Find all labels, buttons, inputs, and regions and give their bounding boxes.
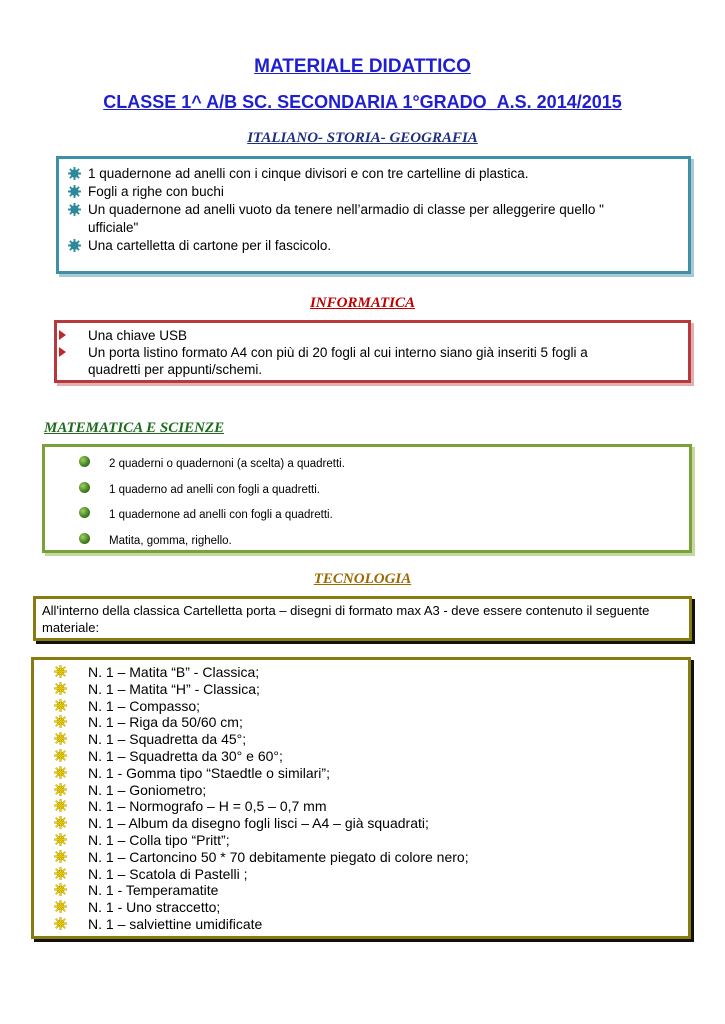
list-item — [45, 452, 689, 478]
list-item — [45, 478, 689, 504]
list-item-text: N. 1 – Matita “B” - Classica; — [88, 664, 260, 680]
list-item-text: N. 1 – Riga da 50/60 cm; — [88, 714, 243, 731]
sun-bullet-icon — [54, 699, 67, 712]
matematica-heading: MATEMATICA E SCIENZE — [44, 420, 225, 436]
gear-bullet-icon — [68, 239, 81, 252]
list-item-text: N. 1 – Matita “H” - Classica; — [88, 680, 260, 697]
sun-bullet-icon — [54, 816, 67, 829]
list-item-text: quadretti per appunti/schemi. — [88, 362, 263, 377]
tecnologia-list-box — [31, 657, 691, 939]
list-item-text: 1 quadernone ad anelli con fogli a quadretti. — [109, 509, 333, 521]
list-item — [34, 731, 688, 748]
list-item — [59, 201, 688, 237]
list-item-text: Matita, gomma, righello. — [109, 534, 232, 547]
sun-bullet-icon — [54, 783, 67, 796]
sun-bullet-icon — [54, 850, 67, 863]
list-item — [34, 798, 688, 815]
list-item-text: N. 1 – Goniometro; — [88, 781, 207, 798]
gear-bullet-icon — [68, 185, 81, 198]
list-item — [34, 832, 688, 849]
sun-bullet-icon — [54, 917, 67, 930]
list-item-text: N. 1 – Squadretta da 45°; — [88, 731, 247, 748]
list-item — [34, 748, 688, 765]
list-item — [34, 866, 688, 883]
list-item-text: ufficiale" — [88, 220, 139, 235]
list-item-text: N. 1 – Colla tipo “Pritt”; — [88, 831, 230, 848]
gear-bullet-icon — [68, 203, 81, 216]
sun-bullet-icon — [54, 833, 67, 846]
list-item — [34, 882, 688, 899]
list-item — [34, 782, 688, 799]
green-dot-bullet-icon — [79, 456, 90, 467]
list-item-text: N. 1 – Normografo – H = 0,5 – 0,7 mm — [88, 798, 327, 815]
list-item-text: N. 1 - Gomma tipo “Staedtle o similari”; — [88, 764, 330, 781]
list-item-text: Un quadernone ad anelli vuoto da tenere nell’armadio di classe per alleggerire quello " — [88, 202, 604, 217]
sun-bullet-icon — [54, 867, 67, 880]
italiano-heading: ITALIANO- STORIA- GEOGRAFIA — [247, 130, 478, 146]
sun-bullet-icon — [54, 732, 67, 745]
list-item-text: Una chiave USB — [88, 328, 188, 343]
list-item — [59, 237, 688, 255]
matematica-box — [42, 444, 692, 553]
list-item-text: Un porta listino formato A4 con più di 20 fogli al cui interno siano già inseriti 5 fogli a — [88, 345, 588, 360]
tecnologia-intro-line: All'interno della classica Cartelletta porta – disegni di formato max A3 - deve essere contenuto il seguente — [42, 603, 650, 618]
list-item-text: N. 1 - Uno straccetto; — [88, 899, 221, 916]
list-item — [34, 899, 688, 916]
list-item — [57, 327, 688, 344]
list-item-text: Fogli a righe con buchi — [88, 184, 224, 199]
list-item — [57, 344, 688, 378]
list-item-text: N. 1 – Scatola di Pastelli ; — [88, 865, 248, 882]
list-item-text: 2 quaderni o quadernoni (a scelta) a quadretti. — [109, 458, 345, 470]
sun-bullet-icon — [54, 715, 67, 728]
informatica-box — [54, 320, 691, 383]
list-item — [59, 165, 688, 183]
list-item — [34, 714, 688, 731]
list-item-text: N. 1 – salviettine umidificate — [88, 915, 263, 932]
list-item — [34, 681, 688, 698]
list-item-text: 1 quadernone ad anelli con i cinque divisori e con tre cartelline di plastica. — [88, 166, 529, 181]
list-item — [45, 503, 689, 529]
sun-bullet-icon — [54, 749, 67, 762]
list-item-text: Una cartelletta di cartone per il fascicolo. — [88, 238, 332, 253]
sun-bullet-icon — [54, 665, 67, 678]
list-item — [45, 529, 689, 555]
page-title: MATERIALE DIDATTICO — [254, 56, 471, 77]
sun-bullet-icon — [54, 799, 67, 812]
green-dot-bullet-icon — [79, 507, 90, 518]
sun-bullet-icon — [54, 883, 67, 896]
sun-bullet-icon — [54, 900, 67, 913]
list-item-text: N. 1 – Cartoncino 50 * 70 debitamente piegato di colore nero; — [88, 848, 469, 865]
tecnologia-heading: TECNOLOGIA — [313, 571, 412, 587]
list-item-text: N. 1 – Album da disegno fogli lisci – A4 – già squadrati; — [88, 815, 429, 832]
tecnologia-intro-line: materiale: — [42, 620, 100, 635]
list-item — [34, 698, 688, 715]
page-subtitle: CLASSE 1^ A/B SC. SECONDARIA 1°GRADO_A.S. 2014/2015 — [103, 92, 622, 112]
green-dot-bullet-icon — [79, 533, 90, 544]
green-dot-bullet-icon — [79, 482, 90, 493]
italiano-box — [56, 156, 691, 274]
arrow-bullet-icon — [59, 347, 66, 357]
arrow-bullet-icon — [59, 330, 66, 340]
list-item-text: 1 quaderno ad anelli con fogli a quadretti. — [109, 483, 320, 496]
list-item — [34, 849, 688, 866]
informatica-heading: INFORMATICA — [309, 295, 416, 311]
list-item-text: N. 1 – Squadretta da 30° e 60°; — [88, 747, 283, 764]
gear-bullet-icon — [68, 167, 81, 180]
tecnologia-intro-box — [33, 596, 692, 641]
list-item-text: N. 1 – Compasso; — [88, 697, 201, 714]
list-item — [34, 815, 688, 832]
list-item — [34, 765, 688, 782]
list-item-text: N. 1 - Temperamatite — [88, 882, 219, 899]
sun-bullet-icon — [54, 766, 67, 779]
list-item — [59, 183, 688, 201]
sun-bullet-icon — [54, 682, 67, 695]
list-item — [34, 916, 688, 933]
list-item — [34, 664, 688, 681]
